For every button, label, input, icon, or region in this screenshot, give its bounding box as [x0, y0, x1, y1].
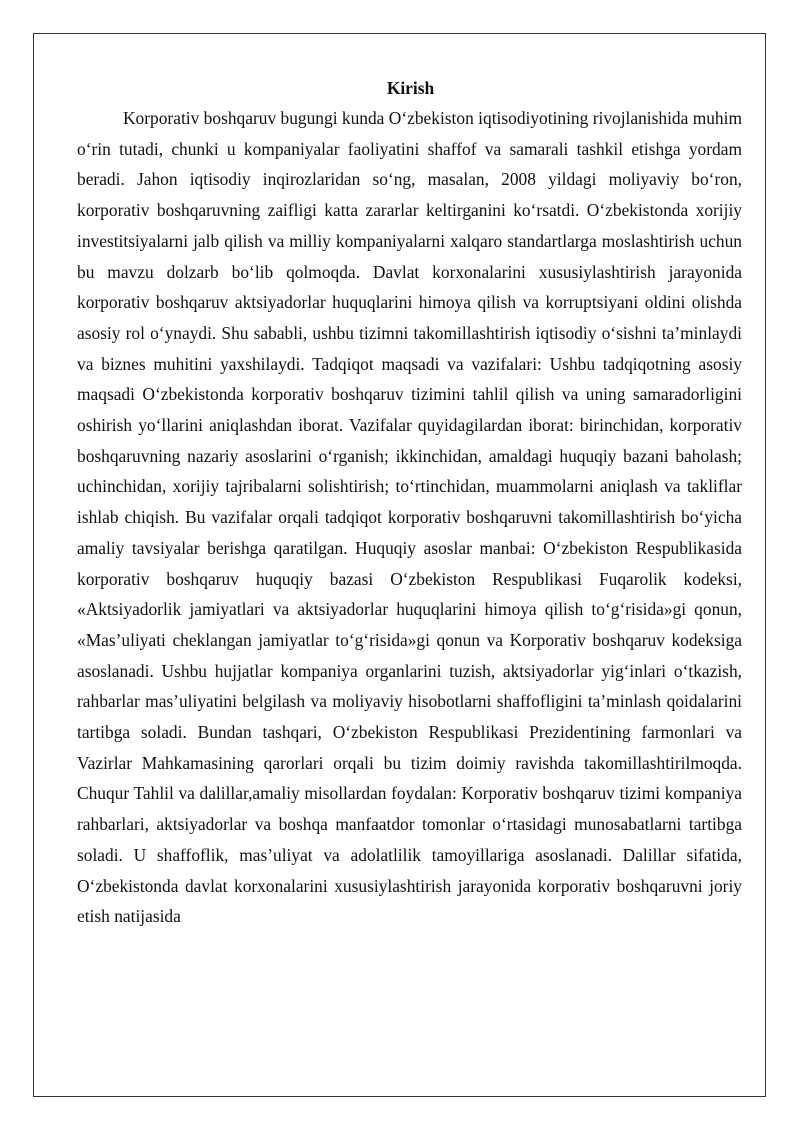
body-paragraph: Korporativ boshqaruv bugungi kunda O‘zbekiston iqtisodiyotining rivojlanishida muhim o‘rin tutadi, chunki u kompaniyalar faoliyatini shaffof va samarali tashkil etishga yordam beradi. Jahon iqtisodiy inqirozlaridan so‘ng, masalan, 2008 yildagi moliyaviy bo‘ron, korporativ boshqaruvning zaifligi katta zararlar keltirganini ko‘rsatdi. O‘zbekistonda xorijiy investitsiyalarni jalb qilish va milliy kompaniyalarni xalqaro standartlarga moslashtirish uchun bu mavzu dolzarb bo‘lib qolmoqda. Davlat korxonalarini xususiylashtirish jarayonida korporativ boshqaruv aktsiyadorlar huquqlarini himoya qilish va korruptsiyani oldini olishda asosiy rol o‘ynaydi. Shu sababli, ushbu tizimni takomillashtirish iqtisodiy o‘sishni ta’minlaydi va biznes muhitini yaxshilaydi. Tadqiqot maqsadi va vazifalari: Ushbu tadqiqotning asosiy maqsadi O‘zbekistonda korporativ boshqaruv tizimini tahlil qilish va uning samaradorligini oshirish yo‘llarini aniqlashdan iborat. Vazifalar quyidagilardan iborat: birinchidan, korporativ boshqaruvning nazariy asoslarini o‘rganish; ikkinchidan, amaldagi huquqiy bazani baholash; uchinchidan, xorijiy tajribalarni solishtirish; to‘rtinchidan, muammolarni aniqlash va takliflar ishlab chiqish. Bu vazifalar orqali tadqiqot korporativ boshqaruvni takomillashtirish bo‘yicha amaliy tavsiyalar berishga qaratilgan. Huquqiy asoslar manbai: O‘zbekiston Respublikasida korporativ boshqaruv huquqiy bazasi O‘zbekiston Respublikasi Fuqarolik kodeksi, «Aktsiyadorlik jamiyatlari va aktsiyadorlar huquqlarini himoya qilish to‘g‘risida»gi qonun, «Mas’uliyati cheklangan jamiyatlar to‘g‘risida»gi qonun va Korporativ boshqaruv kodeksiga asoslanadi. Ushbu hujjatlar kompaniya organlarini tuzish, aktsiyadorlar yig‘inlari o‘tkazish, rahbarlar mas’uliyatini belgilash va moliyaviy hisobotlarni shaffofligini ta’minlash qoidalarini tartibga soladi. Bundan tashqari, O‘zbekiston Respublikasi Prezidentining farmonlari va Vazirlar Mahkamasining qarorlari orqali bu tizim doimiy ravishda takomillashtirilmoqda. Chuqur Tahlil va dalillar,amaliy misollardan foydalan: Korporativ boshqaruv tizimi kompaniya rahbarlari, aktsiyadorlar va boshqa manfaatdor tomonlar o‘rtasidagi munosabatlarni tartibga soladi. U shaffoflik, mas’uliyat va adolatlilik tamoyillariga asoslanadi. Dalillar sifatida, O‘zbekistonda davlat korxonalarini xususiylashtirish jarayonida korporativ boshqaruvni joriy etish natijasida — [77, 108, 742, 927]
document-body — [77, 74, 742, 932]
section-title: Kirish — [386, 78, 435, 98]
